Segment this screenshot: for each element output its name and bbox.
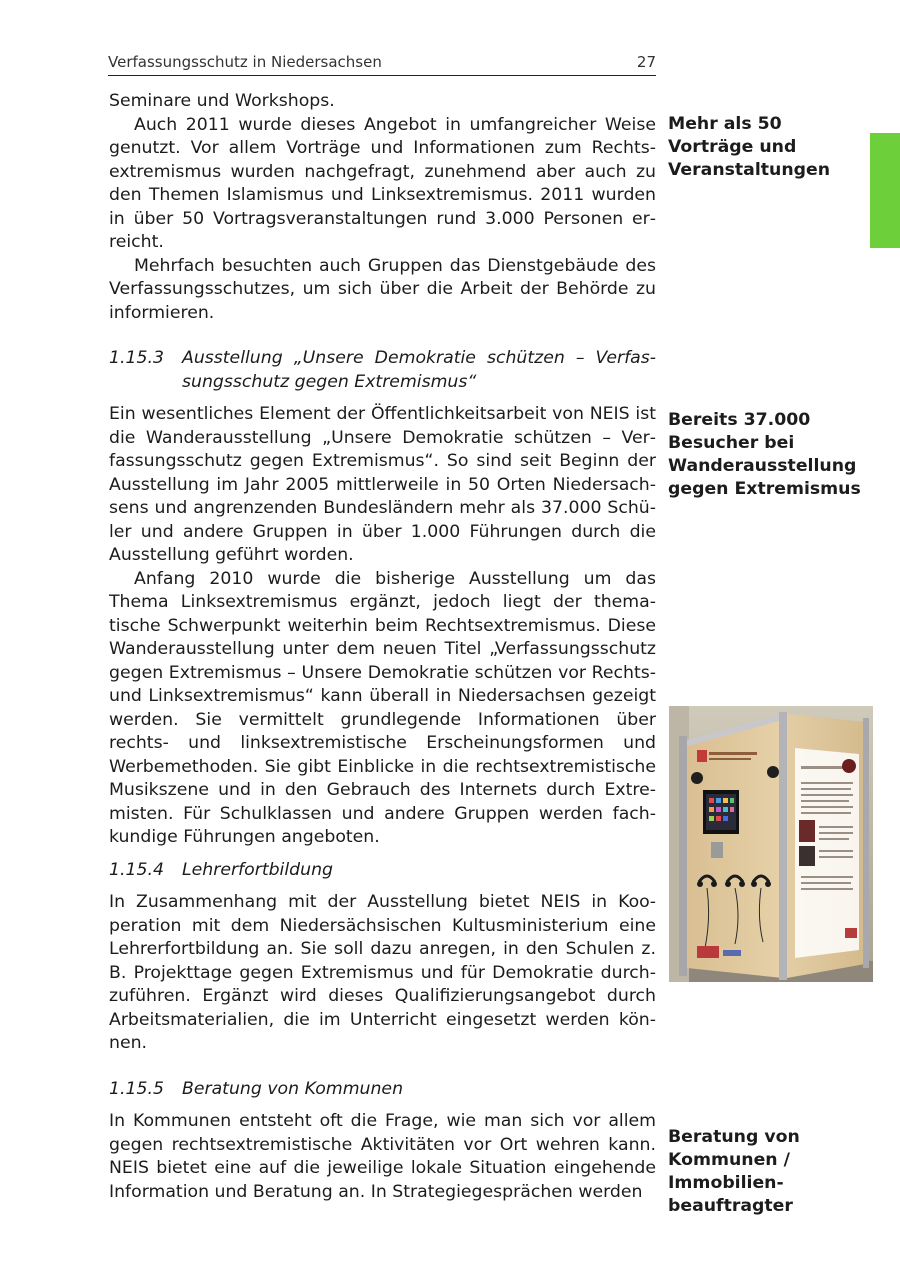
running-header: [108, 53, 656, 76]
section-heading: [109, 859, 656, 883]
page-number: 27: [636, 53, 656, 71]
margin-note-line: Wanderausstellung: [668, 456, 857, 476]
margin-note-line: Kommunen /: [668, 1150, 790, 1170]
margin-note-line: gegen Extremismus: [668, 479, 861, 499]
section-title: Lehrerfortbildung: [182, 859, 334, 880]
section-number: 1.15.5: [109, 1078, 164, 1099]
section-heading: [109, 1078, 656, 1102]
margin-note: [668, 1126, 800, 1218]
margin-note-line: Bereits 37.000: [668, 410, 811, 430]
margin-note-line: Vorträge und: [668, 137, 797, 157]
paragraph: Anfang 2010 wurde die bisherige Ausstellung um das Thema Linksextremismus ergänzt, jedoch liegt der thematische Schwerpunkt weiterhin beim Rechtsextremismus. Diese Wanderausstellung unter dem neuen Titel „Verfassungsschutz gegen Extremismus – Unsere Demokratie schützen vor Rechts- und Linksextremismus“ kann überall in Niedersachsen gezeigt werden. Sie vermittelt grundlegende Informationen über rechts- und linksextremistische Erscheinungsformen und Werbemethoden. Sie gibt Einblicke in die rechtsextremistische Musikszene und in den Gebrauch des Internets durch Extremisten. Für Schulklassen und andere Gruppen werden fachkundige Führungen angeboten.: [109, 568, 656, 847]
paragraph: Mehrfach besuchten auch Gruppen das Dienstgebäude des Verfassungsschutzes, um sich über die Arbeit der Behörde zu informieren.: [109, 255, 656, 323]
exhibition-photo: [669, 706, 873, 982]
paragraph: In Kommunen entsteht oft die Frage, wie man sich vor allem gegen rechtsextremistische Aktivitäten vor Ort wehren kann. NEIS bietet eine auf die jeweilige lokale Situation eingehende Information und Beratung an. In Strategiegesprächen werden: [109, 1111, 656, 1202]
header-title: Verfassungsschutz in Niedersachsen: [108, 53, 382, 71]
paragraph: Auch 2011 wurde dieses Angebot in umfangreicher Weise genutzt. Vor allem Vorträge und Informationen zum Rechtsextremismus wurden nachgefragt, zunehmend aber auch zu den Themen Islamismus und Linksextremismus. 2011 wurden in über 50 Vortragsveranstaltungen rund 3.000 Personen erreicht.: [109, 114, 656, 252]
chapter-tab-marker: [870, 133, 900, 248]
paragraph: In Zusammenhang mit der Ausstellung bietet NEIS in Kooperation mit dem Niedersächsischen Kultusministerium eine Lehrerfortbildung an. Sie soll dazu anregen, in den Schulen z. B. Projekttage gegen Extremismus und für Demokratie durchzuführen. Ergänzt wird dieses Qualifizierungsangebot durch Arbeitsmaterialien, die im Unterricht eingesetzt werden können.: [109, 892, 656, 1053]
margin-note-line: Immobilien-: [668, 1173, 784, 1193]
margin-note-line: Besucher bei: [668, 433, 795, 453]
paragraph: Seminare und Workshops.: [109, 91, 335, 111]
margin-note: [668, 409, 861, 501]
section-heading: [109, 347, 656, 394]
section-title: Ausstellung „Unsere Demokratie schützen – Verfassungsschutz gegen Extremismus“: [182, 348, 656, 392]
margin-note-line: Mehr als 50: [668, 114, 782, 134]
section-number: 1.15.3: [109, 348, 164, 368]
paragraph: Ein wesentliches Element der Öffentlichkeitsarbeit von NEIS ist die Wanderausstellung „Unsere Demokratie schützen – Verfassungsschutz gegen Extremismus“. So sind seit Beginn der Ausstellung im Jahr 2005 mittlerweile in 50 Orten Niedersachsens und angrenzenden Bundesländern mehr als 37.000 Schüler und andere Gruppen in über 1.000 Führungen durch die Ausstellung geführt worden.: [109, 404, 656, 565]
main-text-column: [109, 90, 656, 1204]
margin-note: [668, 113, 830, 182]
margin-note-line: Beratung von: [668, 1127, 800, 1147]
section-number: 1.15.4: [109, 859, 164, 880]
margin-note-line: beauftragter: [668, 1196, 793, 1216]
section-title: Beratung von Kommunen: [182, 1078, 404, 1099]
margin-note-line: Veranstaltungen: [668, 160, 831, 180]
